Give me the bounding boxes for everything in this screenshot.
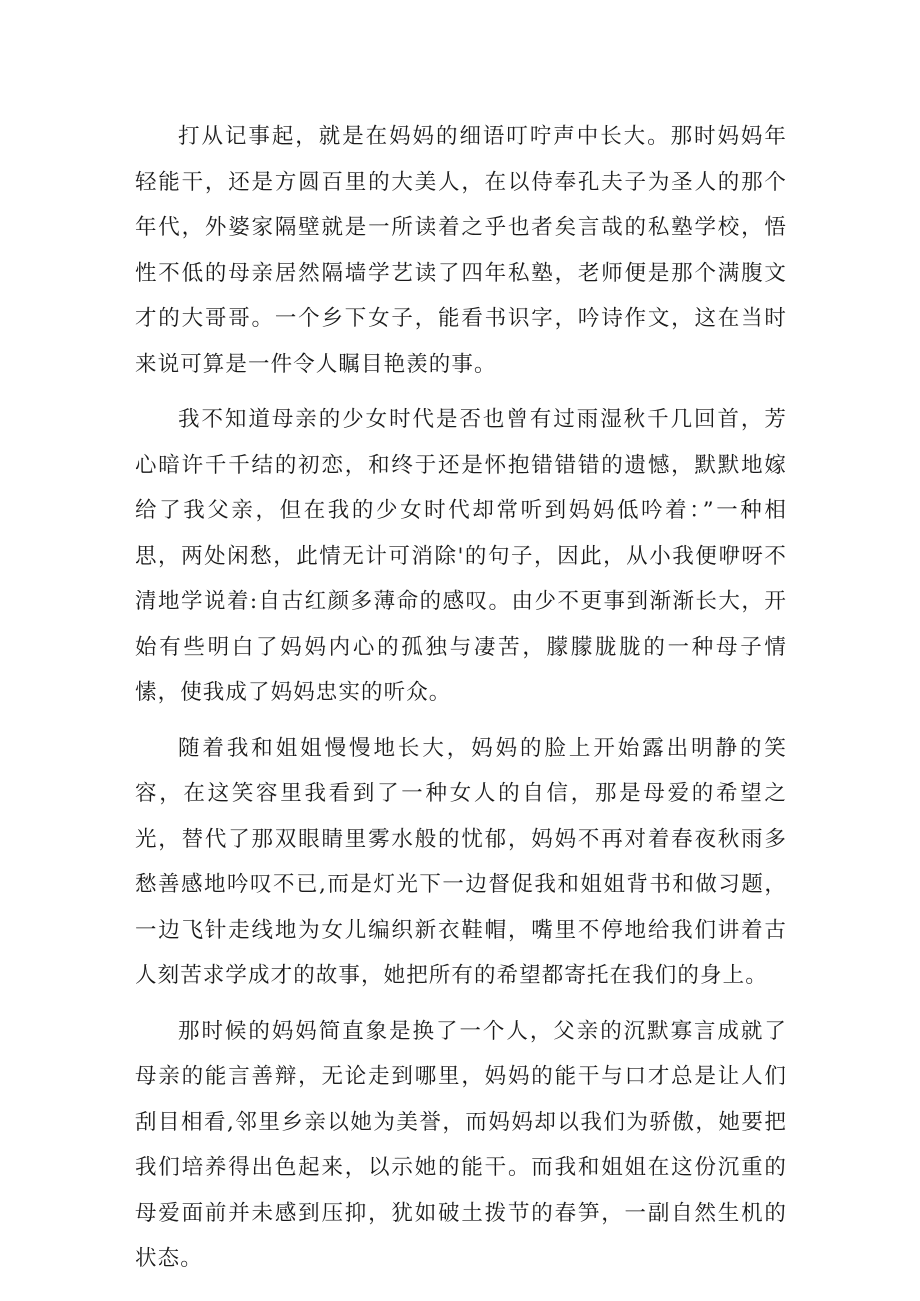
paragraph-3: 随着我和姐姐慢慢地长大，妈妈的脸上开始露出明静的笑容，在这笑容里我看到了一种女人的自信，那是母爱的希望之光，替代了那双眼睛里雾水般的忧郁，妈妈不再对着春夜秋雨多愁善感地吟叹不已,而是灯光下一边督促我和姐姐背书和做习题，一边飞针走线地为女儿编织新衣鞋帽，嘴里不停地给我们讲着古人刻苦求学成才的故事，她把所有的希望都寄托在我们的身上。 <box>135 735 787 988</box>
document-body <box>135 114 787 1282</box>
paragraph-1: 打从记事起，就是在妈妈的细语叮咛声中长大。那时妈妈年轻能干，还是方圆百里的大美人，在以侍奉孔夫子为圣人的那个年代，外婆家隔壁就是一所读着之乎也者矣言哉的私塾学校，悟性不低的母亲居然隔墙学艺读了四年私塾，老师便是那个满腹文才的大哥哥。一个乡下女子，能看书识字，吟诗作文，这在当时来说可算是一件令人瞩目艳羡的事。 <box>135 124 787 377</box>
paragraph-4: 那时候的妈妈简直象是换了一个人，父亲的沉默寡言成就了母亲的能言善辩，无论走到哪里，妈妈的能干与口才总是让人们刮目相看,邻里乡亲以她为美誉，而妈妈却以我们为骄傲，她要把我们培养得出色起来，以示她的能干。而我和姐姐在这份沉重的母爱面前并未感到压抑，犹如破土拨节的春笋，一副自然生机的状态。 <box>135 1018 787 1271</box>
paragraph-2: 我不知道母亲的少女时代是否也曾有过雨湿秋千几回首，芳心暗许千千结的初恋，和终于还是怀抱错错错的遗憾，默默地嫁给了我父亲，但在我的少女时代却常听到妈妈低吟着：”一种相思，两处闲愁，此情无计可消除'的句子，因此，从小我便咿呀不清地学说着:自古红颜多薄命的感叹。由少不更事到渐渐长大，开始有些明白了妈妈内心的孤独与凄苦，朦朦胧胧的一种母子情愫，使我成了妈妈忠实的听众。 <box>135 407 787 705</box>
